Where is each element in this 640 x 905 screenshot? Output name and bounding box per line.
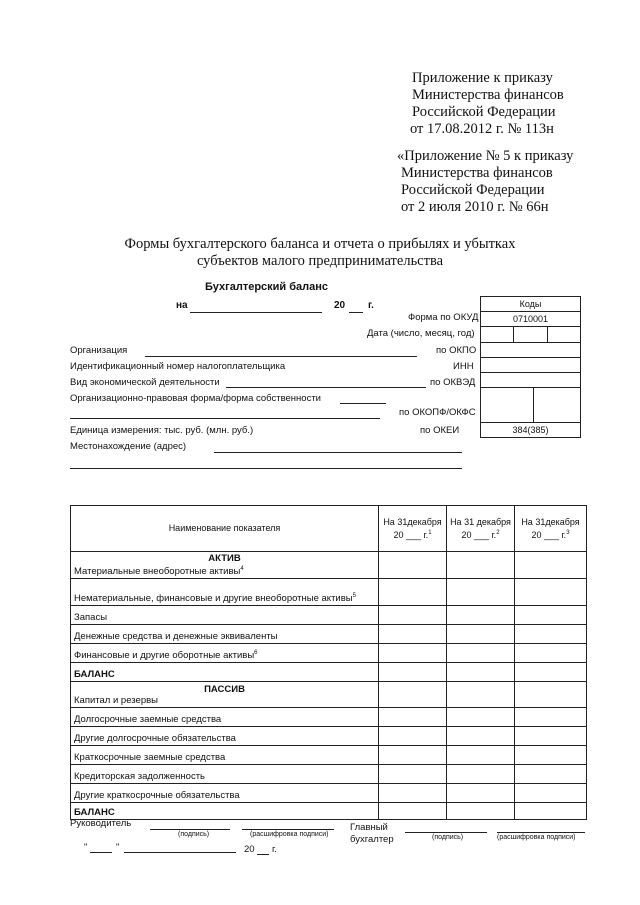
balance-title: Бухгалтерский баланс	[205, 281, 329, 293]
value-cell[interactable]	[379, 579, 447, 606]
table-row	[71, 708, 379, 727]
chief-signature-caption: (подпись)	[432, 834, 464, 841]
value-cell[interactable]	[379, 784, 447, 803]
order-header-line: от 17.08.2012 г. № 113н	[410, 121, 554, 137]
value-cell[interactable]	[379, 606, 447, 625]
value-cell[interactable]	[447, 552, 515, 579]
row-label: Другие краткосрочные обязательства	[74, 790, 240, 802]
row-label: Капитал и резервы	[74, 695, 158, 707]
appendix-header-line: Российской Федерации	[401, 182, 545, 198]
location-line[interactable]	[214, 452, 462, 453]
sign-year-label: 20	[244, 844, 255, 855]
appendix-header	[397, 148, 573, 216]
form-title-line: Формы бухгалтерского баланса и отчета о прибылях и убытках	[124, 236, 516, 252]
value-cell[interactable]	[515, 579, 587, 606]
appendix-header-line: «Приложение № 5 к приказу	[397, 148, 574, 164]
legal-form-label: Организационно-правовая форма/форма собственности	[70, 393, 321, 404]
value-cell[interactable]	[379, 682, 447, 708]
organization-line[interactable]	[145, 356, 417, 357]
chief-decoding-caption: (расшифровка подписи)	[497, 834, 576, 841]
on-label: на	[176, 300, 188, 311]
row-label: Материальные внеоборотные активы	[74, 566, 241, 578]
value-cell[interactable]	[447, 746, 515, 765]
value-cell[interactable]	[515, 765, 587, 784]
assets-title: АКТИВ	[208, 553, 241, 564]
okved-label: по ОКВЭД	[430, 377, 476, 388]
value-cell[interactable]	[515, 803, 587, 820]
location-line2[interactable]	[70, 468, 462, 469]
liabilities-title: ПАССИВ	[204, 684, 245, 696]
year-suffix: г.	[368, 300, 374, 311]
col2-header: На 31 декабря 20 ___ г.$^2$	[447, 506, 515, 552]
value-cell[interactable]	[447, 682, 515, 708]
value-cell[interactable]	[447, 803, 515, 820]
unit-label: Единица измерения: тыс. руб. (млн. руб.)	[70, 425, 254, 436]
head-decoding-line[interactable]	[242, 829, 334, 830]
value-cell[interactable]	[515, 552, 587, 579]
chief-decoding-line[interactable]	[497, 832, 585, 833]
value-cell[interactable]	[379, 765, 447, 784]
value-cell[interactable]	[515, 746, 587, 765]
quote-open: "	[84, 842, 88, 853]
table-row	[71, 727, 379, 746]
value-cell[interactable]	[379, 727, 447, 746]
value-cell[interactable]	[447, 727, 515, 746]
value-cell[interactable]	[447, 765, 515, 784]
chief-line: бухгалтер	[350, 834, 394, 845]
row-label: Финансовые и другие оборотные активы	[74, 650, 255, 662]
balance-table	[70, 505, 587, 820]
legal-form-line[interactable]	[340, 403, 386, 404]
head-label: Руководитель	[70, 818, 132, 829]
balance-row: БАЛАНС	[71, 663, 379, 682]
quote-close: "	[116, 842, 120, 853]
date-line[interactable]	[190, 312, 322, 313]
organization-label: Организация	[70, 345, 128, 356]
value-cell[interactable]	[379, 663, 447, 682]
value-cell[interactable]	[447, 579, 515, 606]
order-header-line: Российской Федерации	[412, 104, 556, 120]
form-title-line: субъектов малого предпринимательства	[196, 253, 444, 269]
day-line[interactable]	[90, 852, 112, 853]
row-label: Нематериальные, финансовые и другие внеоборотные активы	[74, 593, 353, 605]
table-row	[71, 765, 379, 784]
value-cell[interactable]	[515, 644, 587, 663]
col3-header: На 31декабря 20 ___ г.$^3$	[515, 506, 587, 552]
date-code-label: Дата (число, месяц, год)	[367, 328, 475, 339]
okei-label: по ОКЕИ	[420, 425, 460, 436]
year-label: 20	[334, 300, 346, 311]
value-cell[interactable]	[515, 663, 587, 682]
legal-form-line2[interactable]	[70, 418, 380, 419]
value-cell[interactable]	[447, 606, 515, 625]
value-cell[interactable]	[515, 606, 587, 625]
col1-header: На 31декабря 20 ___ г.$^1$	[379, 506, 447, 552]
value-cell[interactable]	[379, 644, 447, 663]
inn-label: ИНН	[453, 361, 474, 372]
codes-table	[480, 296, 581, 438]
assets-row: АКТИВ Материальные внеоборотные активы$^4$	[71, 552, 379, 579]
chief-accountant-label	[350, 822, 394, 846]
head-signature-line[interactable]	[150, 829, 230, 830]
balance-row: БАЛАНС	[71, 803, 379, 820]
value-cell[interactable]	[447, 708, 515, 727]
activity-line[interactable]	[226, 387, 426, 388]
table-row: Финансовые и другие оборотные активы$^6$	[71, 644, 379, 663]
okpo-label: по ОКПО	[436, 345, 477, 356]
liabilities-row	[71, 682, 379, 708]
codes-header: Коды	[481, 297, 581, 312]
value-cell[interactable]	[379, 552, 447, 579]
value-cell[interactable]	[515, 625, 587, 644]
sign-year-suffix: г.	[272, 844, 277, 855]
head-decoding-caption: (расшифровка подписи)	[250, 831, 329, 838]
appendix-header-line: от 2 июля 2010 г. № 66н	[401, 199, 549, 215]
form-title	[0, 236, 640, 270]
month-line[interactable]	[124, 852, 236, 853]
value-cell[interactable]	[515, 784, 587, 803]
row-label: Краткосрочные заемные средства	[74, 752, 226, 764]
inn-value[interactable]	[481, 358, 581, 373]
appendix-header-line: Министерства финансов	[401, 165, 553, 181]
okved-value[interactable]	[481, 373, 581, 388]
value-cell[interactable]	[515, 727, 587, 746]
okopf-label: по ОКОПФ/ОКФС	[399, 407, 476, 418]
activity-label: Вид экономической деятельности	[70, 377, 220, 388]
okei-value: 384(385)	[481, 423, 581, 438]
taxpayer-id-label: Идентификационный номер налогоплательщика	[70, 361, 286, 372]
row-label: Долгосрочные заемные средства	[74, 714, 222, 726]
row-label: Кредиторская задолженность	[74, 771, 206, 783]
okud-value: 0710001	[481, 312, 581, 327]
table-row: Нематериальные, финансовые и другие внеоборотные активы$^5$	[71, 579, 379, 606]
value-cell[interactable]	[379, 708, 447, 727]
value-cell[interactable]	[379, 803, 447, 820]
chief-line: Главный	[350, 822, 388, 833]
value-cell[interactable]	[379, 625, 447, 644]
okpo-value[interactable]	[481, 343, 581, 358]
table-row	[71, 625, 379, 644]
row-label: Денежные средства и денежные эквиваленты	[74, 631, 278, 643]
head-signature-caption: (подпись)	[178, 831, 210, 838]
table-row	[71, 606, 379, 625]
table-row	[71, 746, 379, 765]
location-label: Местонахождение (адрес)	[70, 441, 187, 452]
order-header-line: Министерства финансов	[412, 87, 564, 103]
sign-year-line[interactable]	[257, 854, 269, 855]
year-line[interactable]	[349, 312, 363, 313]
col-name-header: Наименование показателя	[71, 506, 379, 552]
order-header-line: Приложение к приказу	[412, 70, 553, 86]
table-row	[71, 784, 379, 803]
value-cell[interactable]	[447, 784, 515, 803]
date-code-cell[interactable]	[481, 327, 581, 343]
okopf-value[interactable]	[481, 388, 581, 423]
chief-signature-line[interactable]	[405, 832, 487, 833]
value-cell[interactable]	[515, 682, 587, 708]
value-cell[interactable]	[379, 746, 447, 765]
value-cell[interactable]	[447, 663, 515, 682]
row-label: Другие долгосрочные обязательства	[74, 733, 236, 745]
order-header	[412, 70, 564, 138]
value-cell[interactable]	[515, 708, 587, 727]
value-cell[interactable]	[447, 644, 515, 663]
okud-label: Форма по ОКУД	[408, 312, 479, 323]
value-cell[interactable]	[447, 625, 515, 644]
row-label: Запасы	[74, 612, 108, 624]
